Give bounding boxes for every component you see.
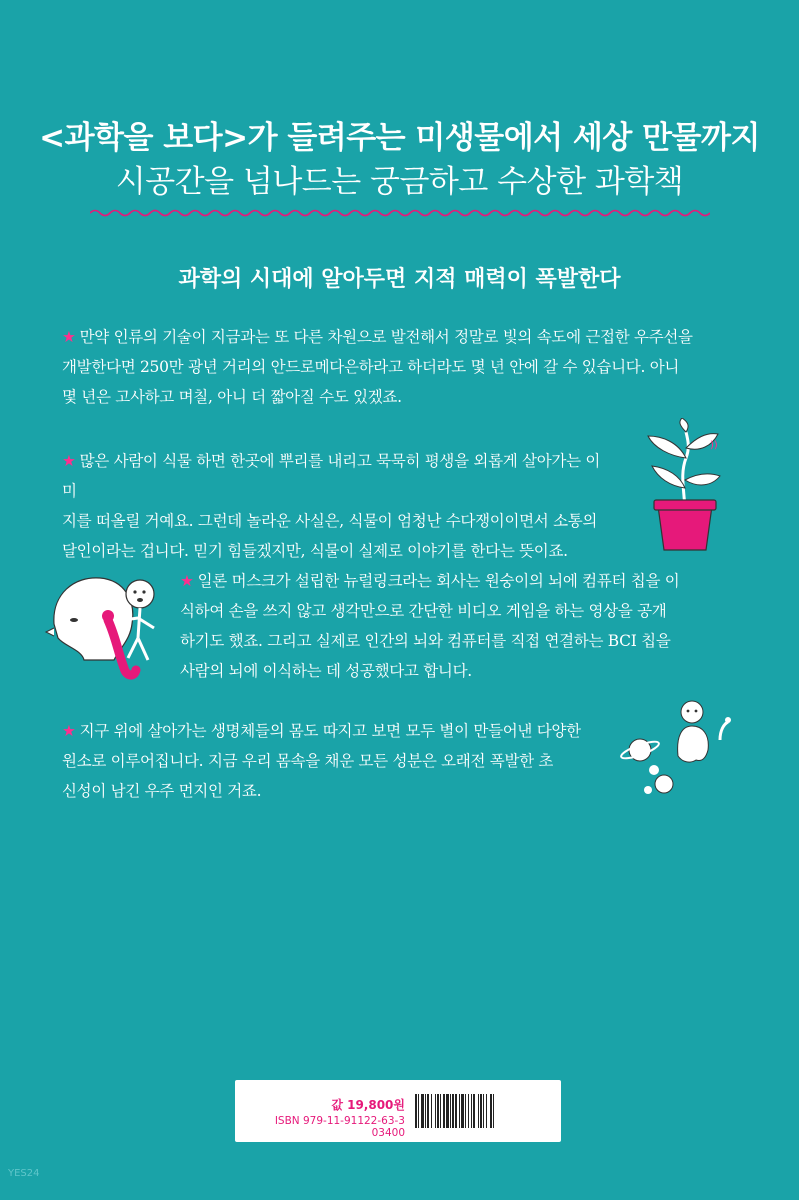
paragraph-4 <box>62 716 602 806</box>
paragraph-line: 원소로 이루어집니다. 지금 우리 몸속을 채운 모든 성분은 오래전 폭발한 초 <box>62 752 554 770</box>
paragraph-line: 식하여 손을 쓰지 않고 생각만으로 간단한 비디오 게임을 하는 영상을 공개 <box>180 602 667 620</box>
barcode-bar <box>421 1094 424 1128</box>
barcode-bar <box>450 1094 451 1128</box>
wavy-divider <box>90 208 710 218</box>
barcode-bar <box>425 1094 426 1128</box>
paragraph-line: 달인이라는 겁니다. 믿기 힘들겠지만, 식물이 실제로 이야기를 한다는 뜻이죠. <box>62 542 568 560</box>
potted-plant-illustration <box>640 418 730 554</box>
barcode-image <box>413 1094 553 1128</box>
barcode-bar <box>415 1094 417 1128</box>
paragraph-line: 만약 인류의 기술이 지금과는 또 다른 차원으로 발전해서 정말로 빛의 속도에 근접한 우주선을 <box>79 328 693 346</box>
barcode-bar <box>473 1094 475 1128</box>
barcode-bar <box>437 1094 439 1128</box>
price-isbn-box <box>235 1080 561 1142</box>
star-icon: ★ <box>180 572 194 590</box>
paragraph-line: 몇 년은 고사하고 며칠, 아니 더 짧아질 수도 있겠죠. <box>62 388 402 406</box>
barcode-bar <box>486 1094 487 1128</box>
head-with-brain-chip-illustration <box>44 568 172 680</box>
paragraph-line: 하기도 했죠. 그리고 실제로 인간의 뇌와 컴퓨터를 직접 연결하는 BCI 칩을 <box>180 632 671 650</box>
barcode-bar <box>427 1094 429 1128</box>
barcode-bar <box>468 1094 469 1128</box>
paragraph-line: 일론 머스크가 설립한 뉴럴링크라는 회사는 원숭이의 뇌에 컴퓨터 칩을 이 <box>197 572 680 590</box>
paragraph-2 <box>62 446 602 566</box>
barcode-bar <box>478 1094 479 1128</box>
barcode-bar <box>490 1094 492 1128</box>
star-icon: ★ <box>62 452 76 470</box>
barcode-bar <box>459 1094 460 1128</box>
subhead: 과학의 시대에 알아두면 지적 매력이 폭발한다 <box>178 267 621 292</box>
paragraph-line: 지를 떠올릴 거예요. 그런데 놀라운 사실은, 식물이 엄청난 수다쟁이이면서 소통의 <box>62 512 598 530</box>
barcode-bar <box>480 1094 482 1128</box>
price-label: 값 19,800원 <box>331 1098 405 1112</box>
barcode-bar <box>435 1094 436 1128</box>
star-icon: ★ <box>62 722 76 740</box>
paragraph-line: 개발한다면 250만 광년 거리의 안드로메다은하라고 하더라도 몇 년 안에 갈 수 있습니다. 아니 <box>62 358 680 376</box>
barcode-bar <box>443 1094 445 1128</box>
barcode-bar <box>455 1094 457 1128</box>
paragraph-1 <box>62 322 742 412</box>
barcode-bar <box>452 1094 454 1128</box>
barcode-bar <box>418 1094 419 1128</box>
isbn-label: ISBN 979-11-91122-63-3 03400 <box>274 1115 405 1139</box>
headline-line-1: <과학을 보다>가 들려주는 미생물에서 세상 만물까지 <box>39 120 760 156</box>
paragraph-line: 신성이 남긴 우주 먼지인 거죠. <box>62 782 262 800</box>
barcode-bar <box>465 1094 466 1128</box>
barcode-bar <box>461 1094 464 1128</box>
paragraph-3 <box>180 566 700 686</box>
headline-line-2: 시공간을 넘나드는 궁금하고 수상한 과학책 <box>115 164 684 200</box>
barcode-bar <box>493 1094 494 1128</box>
barcode-bar <box>431 1094 432 1128</box>
star-icon: ★ <box>62 328 76 346</box>
stardust-figures-illustration <box>620 700 750 810</box>
paragraph-line: 사람의 뇌에 이식하는 데 성공했다고 합니다. <box>180 662 472 680</box>
barcode-bar <box>471 1094 472 1128</box>
paragraph-line: 지구 위에 살아가는 생명체들의 몸도 따지고 보면 모두 별이 만들어낸 다양한 <box>79 722 581 740</box>
paragraph-line: 많은 사람이 식물 하면 한곳에 뿌리를 내리고 묵묵히 평생을 외롭게 살아가는 이미 <box>62 452 601 500</box>
barcode-bar <box>440 1094 441 1128</box>
corner-watermark: YES24 <box>8 1168 40 1179</box>
svg-text:)): )) <box>710 440 718 451</box>
barcode-bar <box>483 1094 484 1128</box>
barcode-bar <box>446 1094 449 1128</box>
